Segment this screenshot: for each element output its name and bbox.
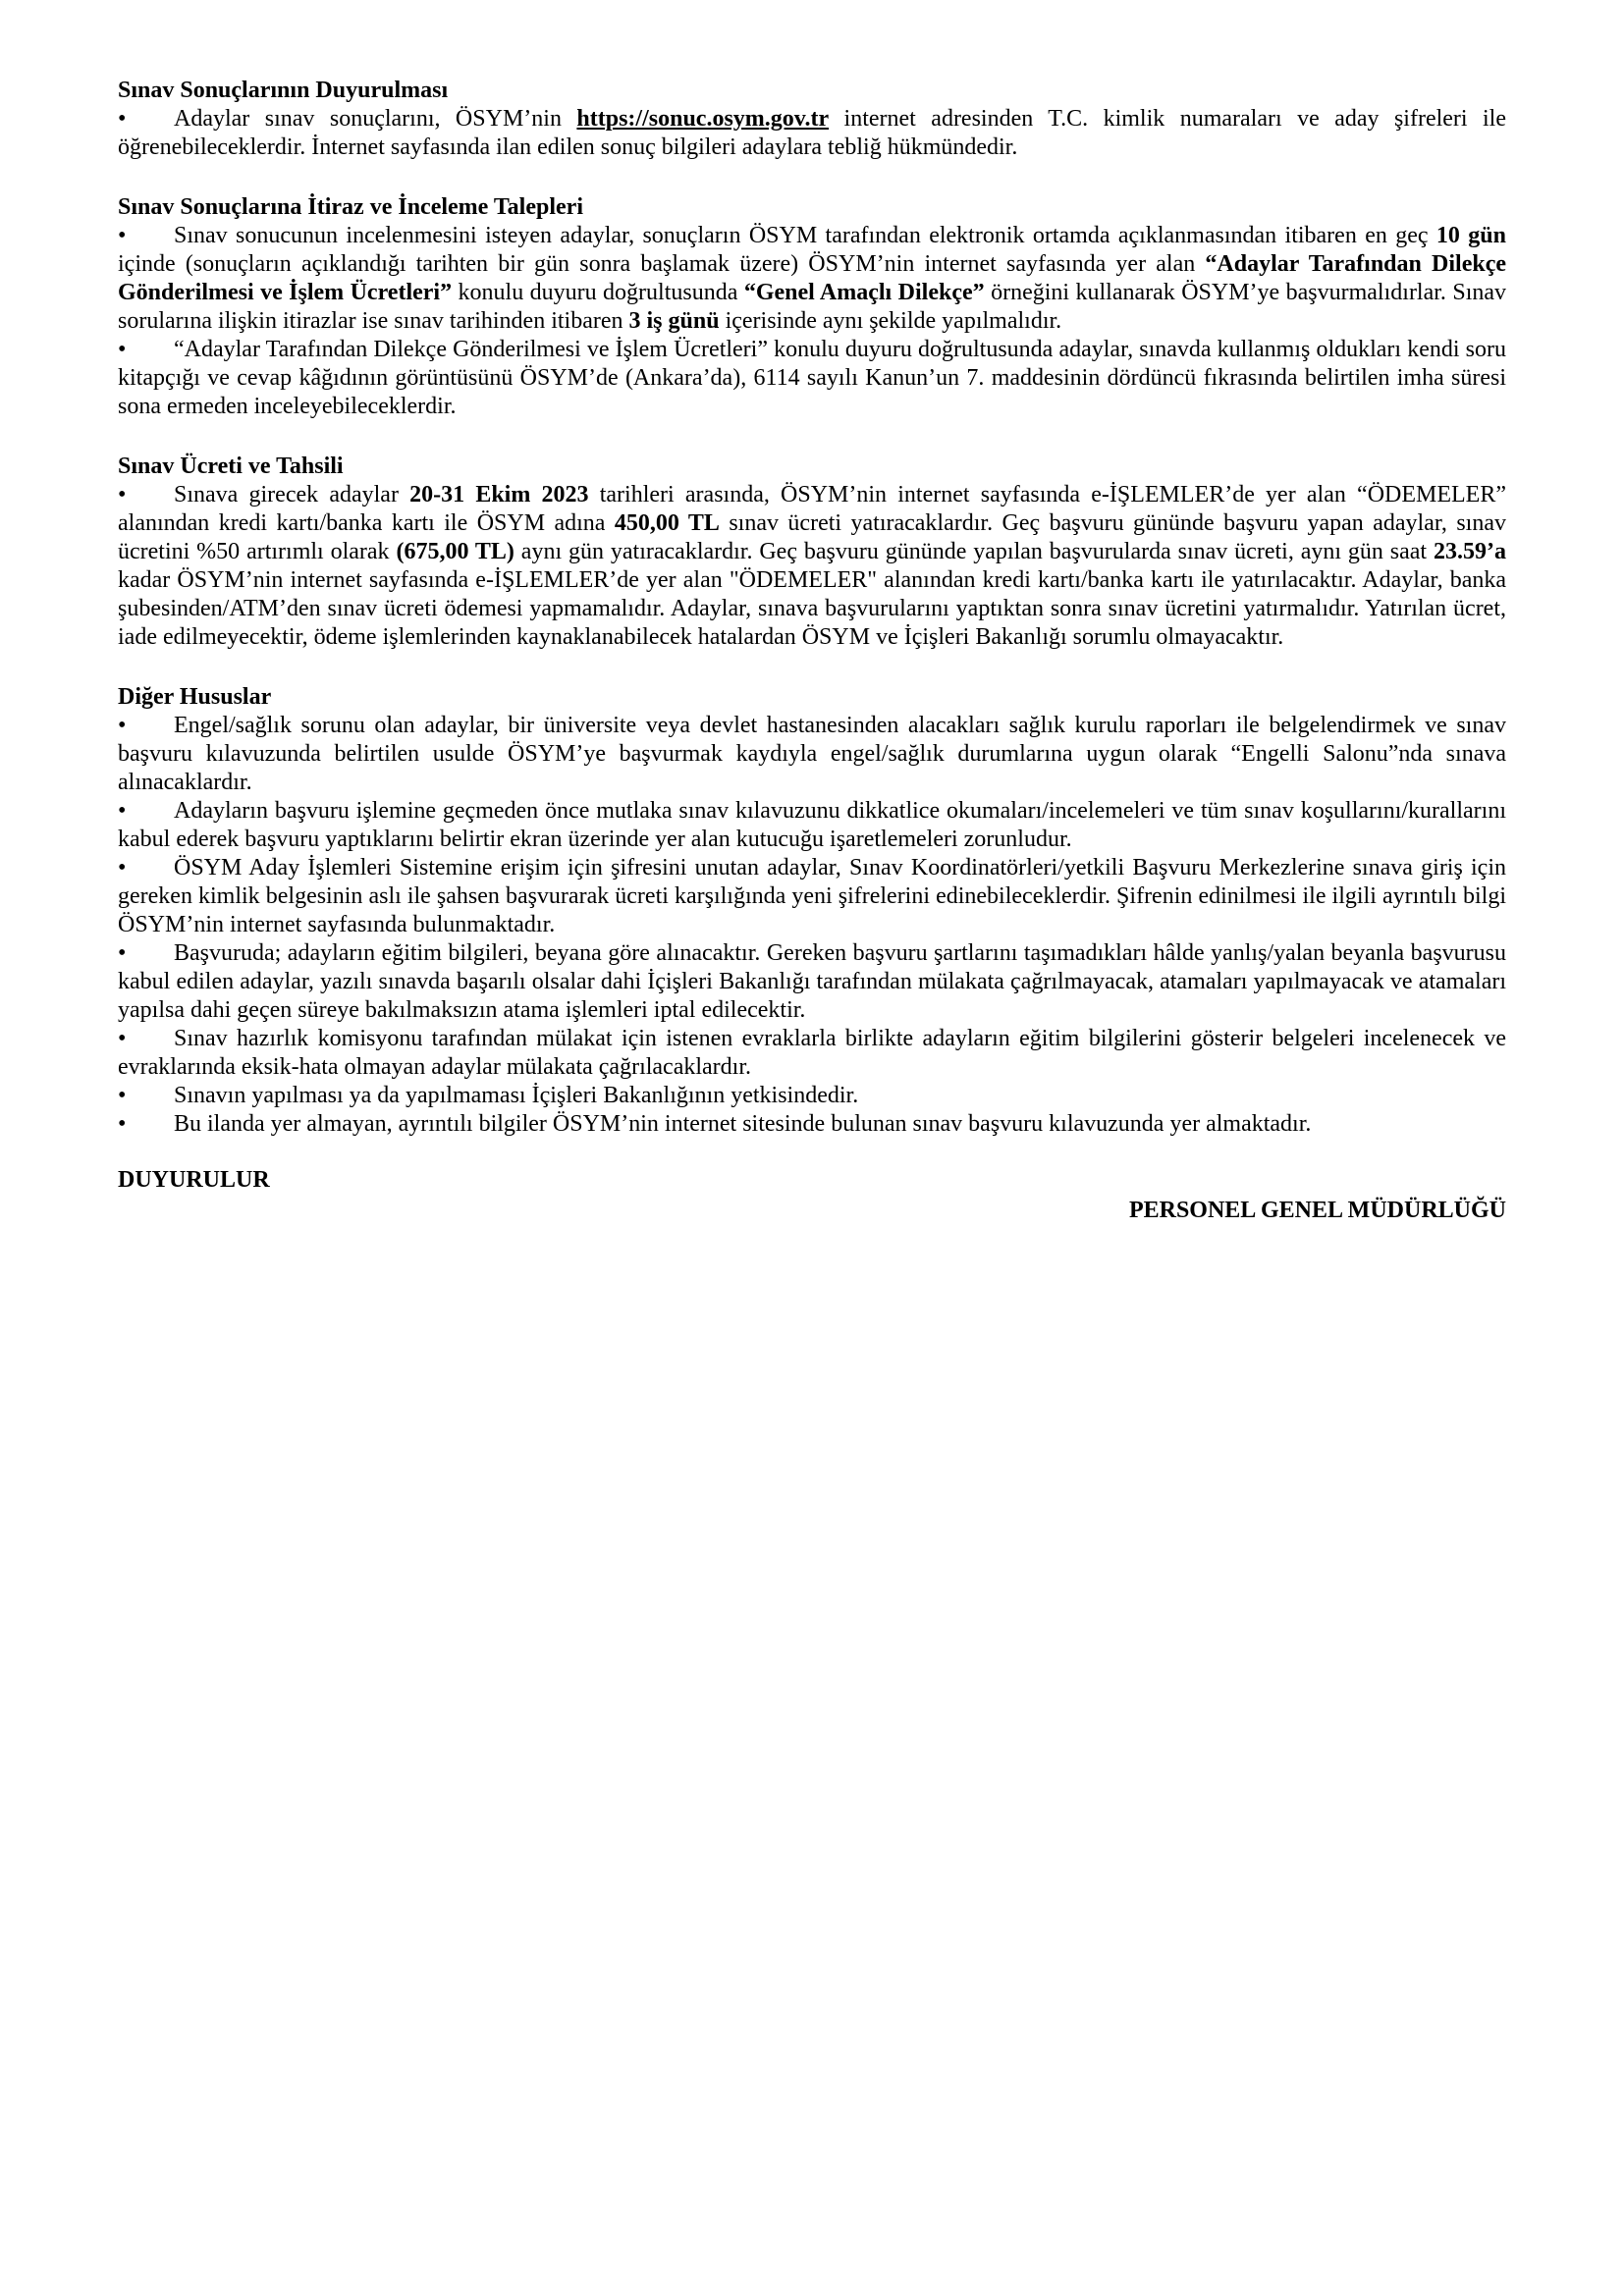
bullet-marker: •: [118, 106, 127, 132]
bullet-paragraph: [118, 481, 1506, 652]
paragraph-text: [118, 940, 1506, 1023]
text-run: Bu ilanda yer almayan, ayrıntılı bilgiler ÖSYM’nin internet sitesinde bulunan sınav başvuru kılavuzunda yer almaktadır.: [174, 1111, 1312, 1137]
bullet-paragraph: [118, 1082, 1506, 1110]
text-run: “Genel Amaçlı Dilekçe”: [743, 280, 985, 305]
paragraph-text: [118, 482, 1506, 650]
text-run: tarihleri arasında, ÖSYM’nin internet sayfasında e-İŞLEMLER’de yer alan “ÖDEMELER” alanından kredi kartı/banka kartı ile ÖSYM adına: [118, 482, 1507, 536]
sections: [118, 77, 1506, 1139]
section-paragraphs: [118, 222, 1506, 421]
text-run: Adaylar sınav sonuçlarını, ÖSYM’nin: [174, 106, 577, 132]
text-run: 20-31 Ekim 2023: [409, 482, 589, 507]
section-paragraphs: [118, 105, 1506, 162]
bullet-paragraph: [118, 1025, 1506, 1082]
bullet-marker: •: [118, 1111, 127, 1137]
document-section: [118, 683, 1506, 1139]
result-url-link[interactable]: https://sonuc.osym.gov.tr: [576, 106, 830, 132]
bullet-paragraph: [118, 105, 1506, 162]
signature-text: PERSONEL GENEL MÜDÜRLÜĞÜ: [1128, 1198, 1506, 1223]
bullet-paragraph: [118, 222, 1506, 336]
text-run: sınav ücreti yatıracaklardır. Geç başvuru gününde başvuru yapan adaylar, sınav ücretini %50 artırımlı olarak: [118, 510, 1506, 564]
paragraph-text: [118, 798, 1506, 852]
paragraph-text: [118, 106, 1506, 160]
section-heading: Sınav Sonuçlarına İtiraz ve İnceleme Talepleri: [118, 194, 583, 220]
text-run: içinde (sonuçların açıklandığı tarihten bir gün sonra başlamak üzere) ÖSYM’nin internet sayfasında yer alan: [118, 251, 1206, 277]
text-run: örneğini kullanarak ÖSYM’ye başvurmalıdırlar. Sınav sorularına ilişkin itirazlar ise sınav tarihinden itibaren: [118, 280, 1507, 334]
bullet-marker: •: [118, 1083, 127, 1108]
paragraph-text: [118, 223, 1506, 334]
bullet-marker: •: [118, 337, 127, 362]
bullet-marker: •: [118, 713, 127, 738]
paragraph-text: [174, 1111, 1311, 1137]
text-run: Sınav sonucunun incelenmesini isteyen adaylar, sonuçların ÖSYM tarafından elektronik ortamda açıklanmasından itibaren en geç: [174, 223, 1436, 248]
text-run: içerisinde aynı şekilde yapılmalıdır.: [719, 308, 1062, 334]
text-run: 23.59’a: [1434, 539, 1506, 564]
bullet-marker: •: [118, 855, 127, 881]
text-run: “Adaylar Tarafından Dilekçe Gönderilmesi ve İşlem Ücretleri” konulu duyuru doğrultusunda adaylar, sınavda kullanmış oldukları kendi soru kitapçığı ve cevap kâğıdının görüntüsünü ÖSYM’de (Ankara’da), 6114 sayılı Kanun’un 7. maddesinin dördüncü fıkrasında belirtilen imha süresi sona ermeden inceleyebileceklerdir.: [118, 337, 1506, 419]
paragraph-text: [118, 337, 1506, 419]
paragraph-text: [118, 713, 1506, 795]
document-section: [118, 453, 1506, 652]
document-section: [118, 193, 1506, 421]
text-run: Adayların başvuru işlemine geçmeden önce mutlaka sınav kılavuzunu dikkatlice okumaları/incelemeleri ve tüm sınav koşullarını/kurallarını kabul ederek başvuru yaptıklarını belirtir ekran üzerinde yer alan kutucuğu işaretlemeleri zorunludur.: [118, 798, 1506, 852]
text-run: 450,00 TL: [614, 510, 720, 536]
text-run: aynı gün yatıracaklardır. Geç başvuru gününde yapılan başvurularda sınav ücreti, aynı gün saat: [514, 539, 1434, 564]
paragraph-text: [174, 1083, 858, 1108]
text-run: Sınav hazırlık komisyonu tarafından mülakat için istenen evraklarla birlikte adayların eğitim bilgilerini gösterir belgeleri incelenecek ve evraklarında eksik-hata olmayan adaylar mülakata çağrılacaklardır.: [118, 1026, 1506, 1080]
text-run: Engel/sağlık sorunu olan adaylar, bir üniversite veya devlet hastanesinden alacakları sağlık kurulu raporları ile belgelendirmek ve sınav başvuru kılavuzunda belirtilen usulde ÖSYM’ye başvurmak kaydıyla engel/sağlık durumlarına uygun olarak “Engelli Salonu”nda sınava alınacaklardır.: [118, 713, 1506, 795]
paragraph-text: [118, 855, 1506, 937]
bullet-marker: •: [118, 940, 127, 966]
bullet-paragraph: [118, 854, 1506, 939]
bullet-paragraph: [118, 939, 1506, 1025]
bullet-paragraph: [118, 712, 1506, 797]
section-heading: Sınav Ücreti ve Tahsili: [118, 454, 344, 479]
bullet-paragraph: [118, 797, 1506, 854]
text-run: Sınava girecek adaylar: [174, 482, 410, 507]
text-run: 3 iş günü: [628, 308, 720, 334]
text-run: (675,00 TL): [396, 539, 514, 564]
text-run: “Adaylar Tarafından Dilekçe Gönderilmesi ve İşlem Ücretleri”: [118, 251, 1506, 305]
text-run: ÖSYM Aday İşlemleri Sistemine erişim için şifresini unutan adaylar, Sınav Koordinatörleri/yetkili Başvuru Merkezlerine sınava giriş için gereken kimlik belgesinin aslı ile şahsen başvurarak ücreti karşılığında yeni şifrelerini edinebileceklerdir. Şifrenin edinilmesi ile ilgili ayrıntılı bilgi ÖSYM’nin internet sayfasında bulunmaktadır.: [118, 855, 1506, 937]
text-run: internet adresinden T.C. kimlik numaraları ve aday şifreleri ile öğrenebileceklerdir. İnternet sayfasında ilan edilen sonuç bilgileri adaylara tebliğ hükmündedir.: [118, 106, 1507, 160]
section-paragraphs: [118, 712, 1506, 1139]
paragraph-text: [118, 1026, 1506, 1080]
text-run: konulu duyuru doğrultusunda: [452, 280, 744, 305]
document-page: [118, 0, 1506, 1225]
bullet-marker: •: [118, 798, 127, 824]
text-run: 10 gün: [1435, 223, 1506, 248]
section-heading: Sınav Sonuçlarının Duyurulması: [118, 78, 449, 103]
text-run: kadar ÖSYM’nin internet sayfasında e-İŞLEMLER’de yer alan "ÖDEMELER" alanından kredi kartı/banka kartı ile yatırılacaktır. Adaylar, banka şubesinden/ATM’den sınav ücreti ödemesi yapmamalıdır. Adaylar, sınava başvurularını yaptıktan sonra sınav ücretini yatırmalıdır. Yatırılan ücret, iade edilmeyecektir, ödeme işlemlerinden kaynaklanabilecek hatalardan ÖSYM ve İçişleri Bakanlığı sorumlu olmayacaktır.: [118, 567, 1506, 650]
text-run: Başvuruda; adayların eğitim bilgileri, beyana göre alınacaktır. Gereken başvuru şartlarını taşımadıkları hâlde yanlış/yalan beyanla başvurusu kabul edilen adaylar, yazılı sınavda başarılı olsalar dahi İçişleri Bakanlığı tarafından mülakata çağrılmayacak, atamaları yapılmayacak ve atamaları yapılsa dahi geçen süreye bakılmaksızın atama işlemleri iptal edilecektir.: [118, 940, 1506, 1023]
bullet-paragraph: [118, 1110, 1506, 1139]
section-heading: Diğer Hususlar: [118, 684, 272, 710]
bullet-marker: •: [118, 1026, 127, 1051]
document-section: [118, 77, 1506, 162]
bullet-marker: •: [118, 482, 127, 507]
text-run: Sınavın yapılması ya da yapılmaması İçişleri Bakanlığının yetkisindedir.: [174, 1083, 859, 1108]
section-paragraphs: [118, 481, 1506, 652]
closing-text: DUYURULUR: [118, 1167, 270, 1193]
bullet-marker: •: [118, 223, 127, 248]
bullet-paragraph: [118, 336, 1506, 421]
